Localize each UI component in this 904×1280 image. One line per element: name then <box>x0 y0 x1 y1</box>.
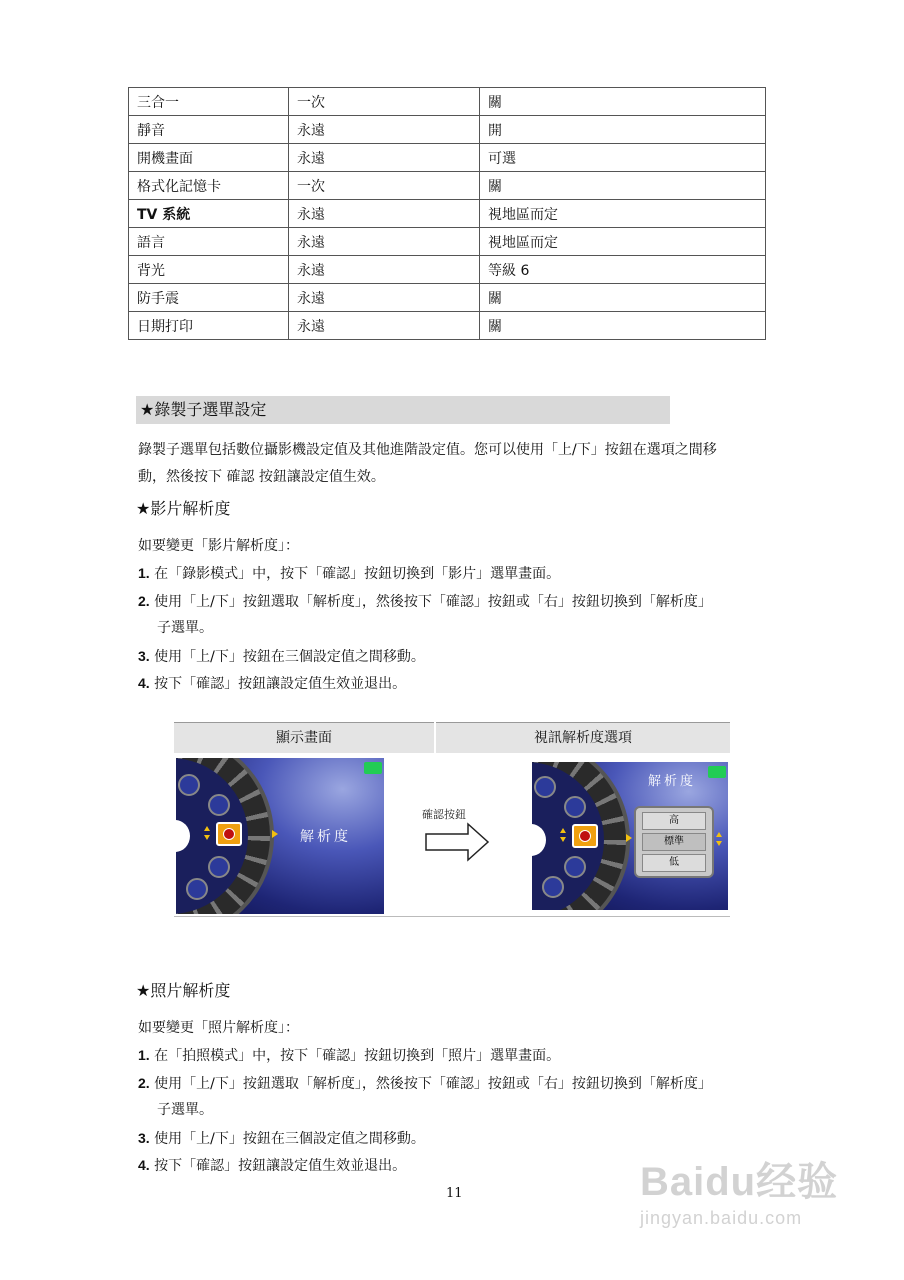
table-row <box>129 284 766 312</box>
watermark <box>640 1150 839 1228</box>
up-down-icon <box>560 828 566 842</box>
video-camera-icon <box>364 762 382 774</box>
table-cell: 永遠 <box>289 116 480 144</box>
step-number: 2. <box>138 593 150 609</box>
intro-paragraph-line: 動，然後按下 確認 按鈕讓設定值生效。 <box>138 469 385 485</box>
resolution-icon <box>216 822 242 846</box>
menu-icon <box>564 796 586 818</box>
page-number: 11 <box>446 1186 463 1201</box>
settings-table <box>128 87 766 340</box>
table-cell: 一次 <box>289 172 480 200</box>
table-cell: 永遠 <box>289 256 480 284</box>
photo-resolution-lead: 如要變更「照片解析度」： <box>138 1020 299 1036</box>
table-row <box>129 312 766 340</box>
photo-resolution-heading: ★照片解析度 <box>136 981 231 1000</box>
list-item <box>138 1151 406 1180</box>
table-cell: 三合一 <box>129 88 289 116</box>
effect-icon <box>186 878 208 900</box>
table-cell: 日期打印 <box>129 312 289 340</box>
step-text: 按下「確認」按鈕讓設定值生效並退出。 <box>154 676 407 692</box>
table-cell: 視地區而定 <box>480 200 766 228</box>
menu-icon <box>208 794 230 816</box>
pointer-icon <box>272 830 278 838</box>
step-text: 在「拍照模式」中，按下「確認」按鈕切換到「照片」選單畫面。 <box>154 1048 561 1064</box>
video-resolution-heading: ★影片解析度 <box>136 499 231 518</box>
intro-paragraph-line: 錄製子選單包括數位攝影機設定值及其他進階設定值。您可以使用「上/下」按鈕在選項之間移 <box>138 442 717 458</box>
table-cell: 背光 <box>129 256 289 284</box>
step-continuation: 子選單。 <box>157 1102 213 1118</box>
hourglass-icon <box>564 856 586 878</box>
table-row <box>129 88 766 116</box>
list-item <box>138 1069 712 1098</box>
table-cell: 一次 <box>289 88 480 116</box>
resolution-menu <box>634 806 714 878</box>
menu-option-standard[interactable]: 標準 <box>642 833 706 851</box>
screen-label: 解析度 <box>300 829 351 845</box>
step-number: 1. <box>138 1047 150 1063</box>
table-cell: 開機畫面 <box>129 144 289 172</box>
table-row <box>129 228 766 256</box>
step-number: 1. <box>138 565 150 581</box>
step-text: 使用「上/下」按鈕選取「解析度」，然後按下「確認」按鈕或「右」按鈕切換到「解析度」 <box>154 1076 712 1092</box>
step-number: 3. <box>138 648 150 664</box>
menu-option-high[interactable]: 高 <box>642 812 706 830</box>
list-item <box>138 559 560 588</box>
table-cell: 語言 <box>129 228 289 256</box>
step-text: 使用「上/下」按鈕在三個設定值之間移動。 <box>154 1131 425 1147</box>
table-cell: 永遠 <box>289 144 480 172</box>
table-cell: 格式化記憶卡 <box>129 172 289 200</box>
video-resolution-lead: 如要變更「影片解析度」： <box>138 538 299 554</box>
list-item <box>138 1041 560 1070</box>
table-cell: 永遠 <box>289 200 480 228</box>
step-text: 按下「確認」按鈕讓設定值生效並退出。 <box>154 1158 407 1174</box>
pointer-icon <box>626 834 632 842</box>
table-row <box>129 172 766 200</box>
step-number: 3. <box>138 1130 150 1146</box>
table-cell: 關 <box>480 284 766 312</box>
list-item <box>138 642 425 671</box>
table-cell: 關 <box>480 312 766 340</box>
table-cell: 關 <box>480 88 766 116</box>
table-cell: 永遠 <box>289 312 480 340</box>
hourglass-icon <box>208 856 230 878</box>
settings-icon <box>534 776 556 798</box>
list-item <box>138 1124 425 1153</box>
watermark-logo: Baidu经验 <box>640 1160 839 1204</box>
table-cell: 開 <box>480 116 766 144</box>
list-item <box>138 669 406 698</box>
table-cell: 等級 6 <box>480 256 766 284</box>
step-text: 在「錄影模式」中，按下「確認」按鈕切換到「影片」選單畫面。 <box>154 566 561 582</box>
table-cell: 靜音 <box>129 116 289 144</box>
table-cell: 防手震 <box>129 284 289 312</box>
figure-divider <box>174 916 730 917</box>
step-continuation: 子選單。 <box>157 620 213 636</box>
camera-screen-display <box>176 758 384 914</box>
menu-scroll-icon <box>716 832 722 846</box>
watermark-url: jingyan.baidu.com <box>640 1208 803 1228</box>
table-cell: 永遠 <box>289 284 480 312</box>
table-cell: 可選 <box>480 144 766 172</box>
step-number: 4. <box>138 675 150 691</box>
step-text: 使用「上/下」按鈕在三個設定值之間移動。 <box>154 649 425 665</box>
figure-left-header: 顯示畫面 <box>174 722 434 753</box>
section-heading-record-menu: ★錄製子選單設定 <box>136 396 670 424</box>
table-cell: 永遠 <box>289 228 480 256</box>
table-cell: TV 系統 <box>129 200 289 228</box>
camera-screen-options <box>532 762 728 910</box>
up-down-icon <box>204 826 210 840</box>
step-number: 4. <box>138 1157 150 1173</box>
arrow-label: 確認按鈕 <box>422 808 466 821</box>
step-text: 使用「上/下」按鈕選取「解析度」，然後按下「確認」按鈕或「右」按鈕切換到「解析度」 <box>154 594 712 610</box>
resolution-figure <box>174 722 730 918</box>
right-arrow-icon <box>424 822 492 862</box>
table-cell: 視地區而定 <box>480 228 766 256</box>
resolution-icon <box>572 824 598 848</box>
list-item <box>138 587 712 616</box>
table-row <box>129 200 766 228</box>
figure-right-header: 視訊解析度選項 <box>436 722 730 753</box>
step-number: 2. <box>138 1075 150 1091</box>
table-row <box>129 256 766 284</box>
table-cell: 關 <box>480 172 766 200</box>
screen-title: 解析度 <box>648 774 697 789</box>
menu-option-low[interactable]: 低 <box>642 854 706 872</box>
effect-icon <box>542 876 564 898</box>
settings-icon <box>178 774 200 796</box>
video-camera-icon <box>708 766 726 778</box>
table-row <box>129 144 766 172</box>
table-row <box>129 116 766 144</box>
